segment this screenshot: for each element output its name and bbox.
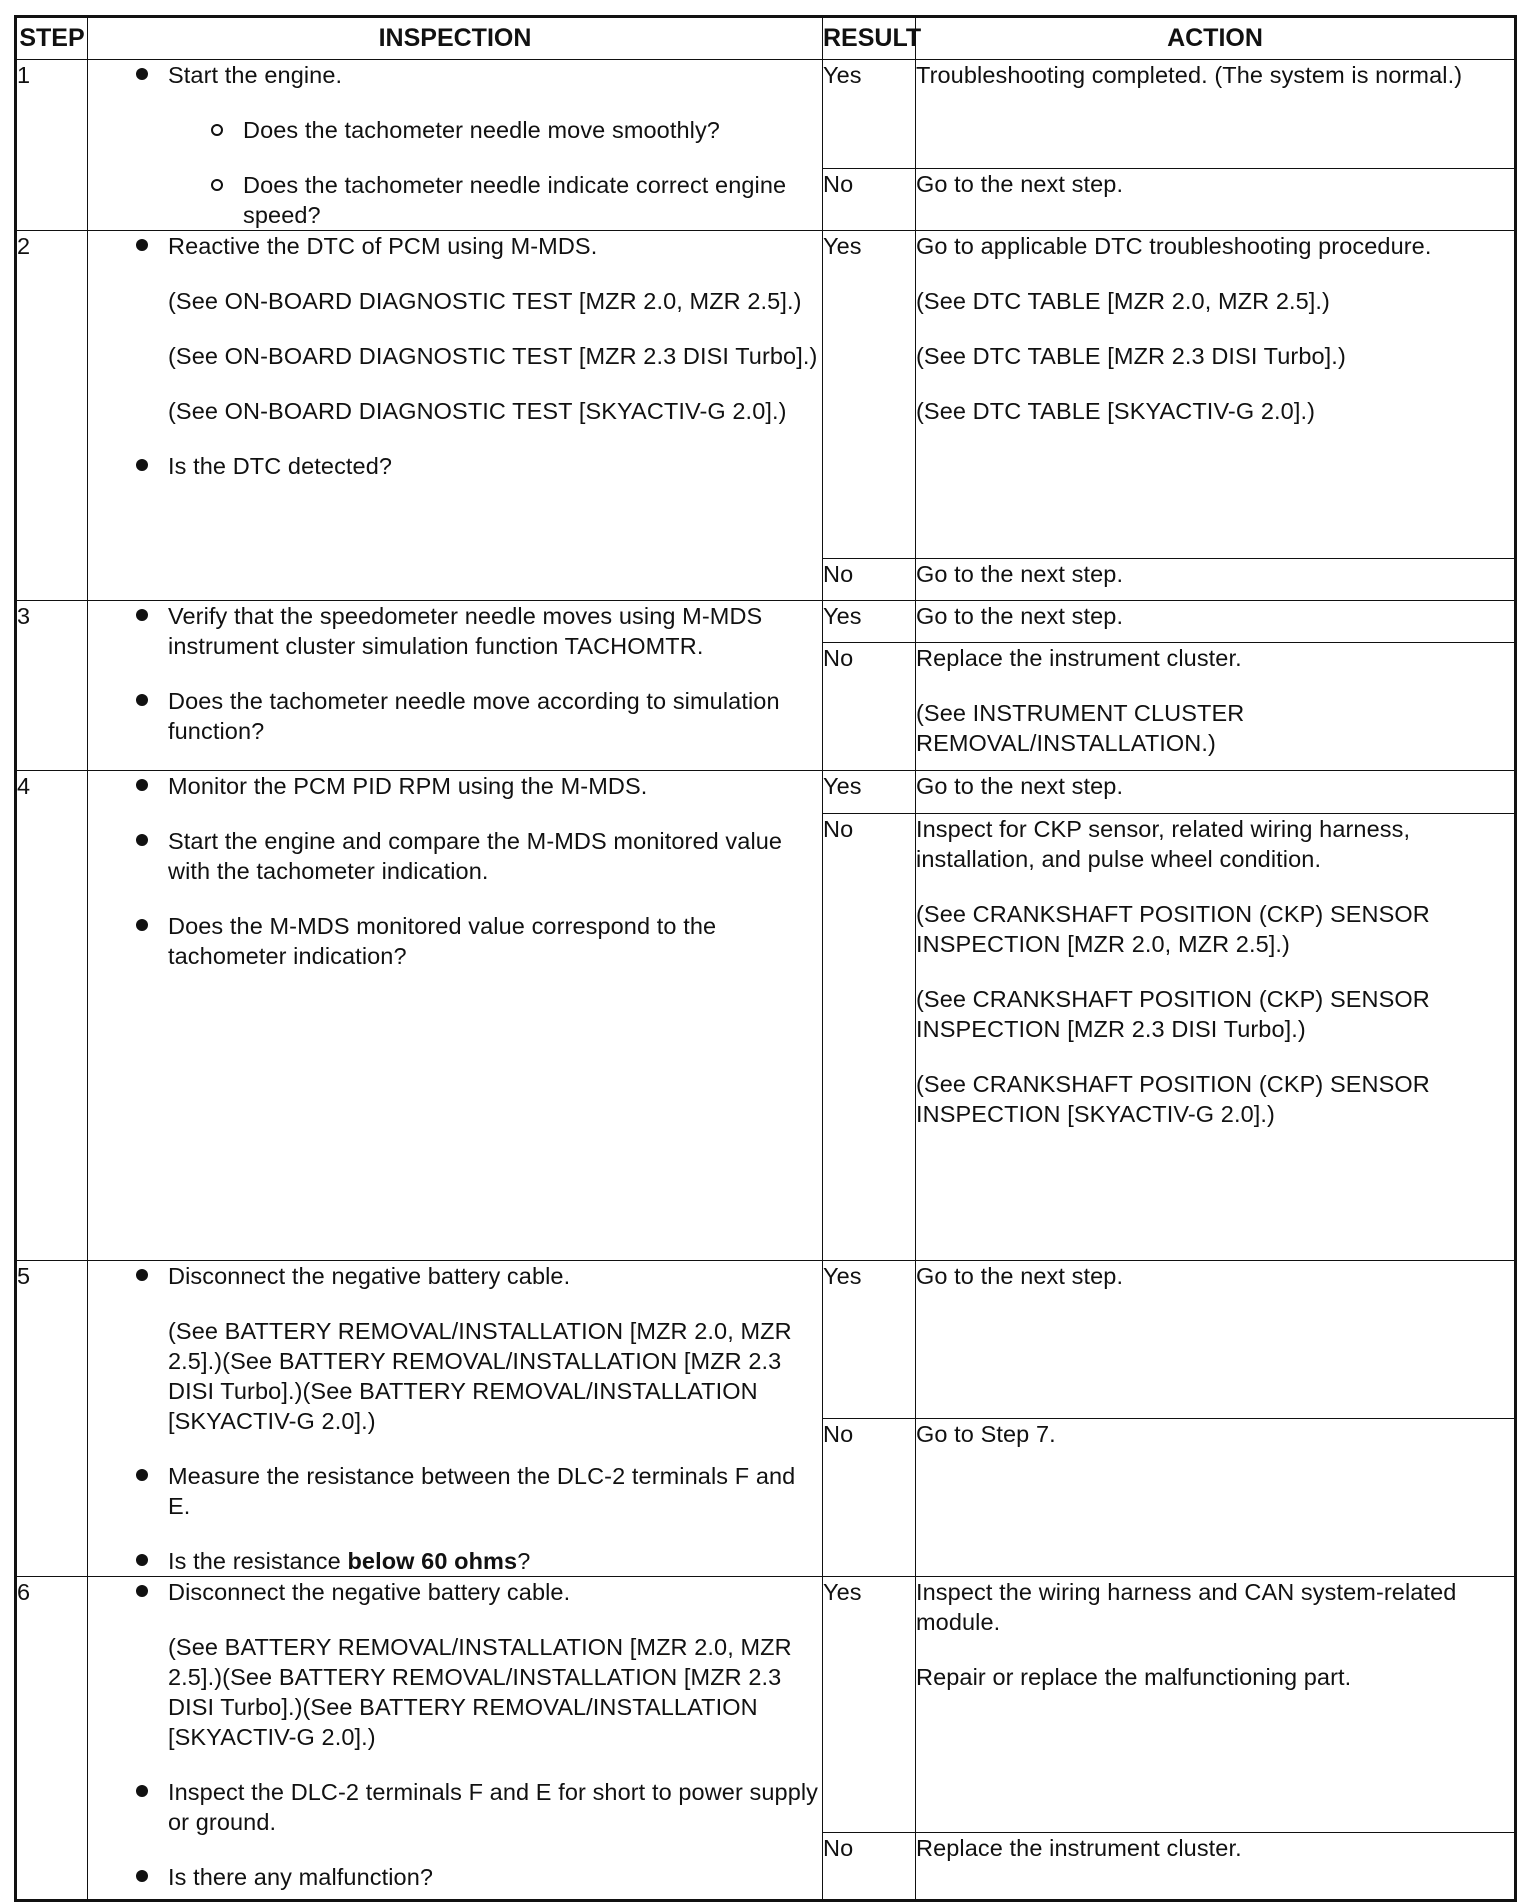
result-no: No bbox=[823, 1833, 916, 1901]
action-text: Go to Step 7. bbox=[916, 1421, 1056, 1447]
inspection-text: Inspect the DLC-2 terminals F and E for short to power supply or ground. bbox=[168, 1779, 819, 1835]
result-yes: Yes bbox=[823, 1577, 916, 1833]
action-reference: (See CRANKSHAFT POSITION (CKP) SENSOR INSPECTION [MZR 2.0, MZR 2.5].) bbox=[916, 901, 1430, 957]
inspection-text-post: ? bbox=[517, 1548, 531, 1574]
action-reference: (See CRANKSHAFT POSITION (CKP) SENSOR INSPECTION [SKYACTIV-G 2.0].) bbox=[916, 1071, 1430, 1127]
inspection-text: Does the M-MDS monitored value correspond to the tachometer indication? bbox=[168, 913, 717, 969]
reference-text: (See ON-BOARD DIAGNOSTIC TEST [SKYACTIV-G 2.0].) bbox=[168, 398, 787, 424]
result-no: No bbox=[823, 1419, 916, 1577]
inspection-text: Start the engine and compare the M-MDS monitored value with the tachometer indication. bbox=[168, 828, 783, 884]
inspection-item bbox=[88, 601, 822, 661]
step-number: 2 bbox=[16, 231, 88, 601]
inspection-threshold: below 60 ohms bbox=[347, 1548, 518, 1574]
action-text: Inspect the wiring harness and CAN system-related module. bbox=[916, 1579, 1457, 1635]
inspection-item bbox=[88, 1577, 822, 1752]
action-cell bbox=[916, 1261, 1516, 1419]
bullet-icon bbox=[136, 834, 148, 846]
step-number: 5 bbox=[16, 1261, 88, 1577]
inspection-text: Is there any malfunction? bbox=[168, 1864, 434, 1890]
action-cell bbox=[916, 1419, 1516, 1577]
bullet-icon bbox=[136, 779, 148, 791]
reference-text: (See BATTERY REMOVAL/INSTALLATION [MZR 2.0, MZR 2.5].)(See BATTERY REMOVAL/INSTALLATION [MZR 2.3 DISI Turbo].)(See BATTERY REMOVAL/INSTALLATION [SKYACTIV-G 2.0].) bbox=[168, 1318, 792, 1434]
inspection-item bbox=[88, 60, 822, 230]
bullet-icon bbox=[136, 919, 148, 931]
action-cell bbox=[916, 814, 1516, 1261]
result-no: No bbox=[823, 559, 916, 601]
header-inspection: INSPECTION bbox=[88, 17, 823, 60]
inspection-subitem bbox=[168, 115, 822, 145]
action-text: Repair or replace the malfunctioning part. bbox=[916, 1664, 1352, 1690]
step-6-row bbox=[16, 1577, 1516, 1833]
hollow-bullet-icon bbox=[211, 124, 223, 136]
inspection-cell bbox=[88, 601, 823, 771]
action-text: Go to applicable DTC troubleshooting procedure. bbox=[916, 233, 1432, 259]
troubleshooting-table bbox=[14, 15, 1517, 1902]
reference-text: (See BATTERY REMOVAL/INSTALLATION [MZR 2.0, MZR 2.5].)(See BATTERY REMOVAL/INSTALLATION [MZR 2.3 DISI Turbo].)(See BATTERY REMOVAL/INSTALLATION [SKYACTIV-G 2.0].) bbox=[168, 1634, 792, 1750]
bullet-icon bbox=[136, 1585, 148, 1597]
inspection-item bbox=[88, 231, 822, 426]
inspection-item bbox=[88, 826, 822, 886]
inspection-cell bbox=[88, 771, 823, 1261]
inspection-cell bbox=[88, 231, 823, 601]
inspection-cell bbox=[88, 1261, 823, 1577]
result-yes: Yes bbox=[823, 601, 916, 643]
inspection-text: Reactive the DTC of PCM using M-MDS. bbox=[168, 233, 598, 259]
inspection-subtext: Does the tachometer needle move smoothly? bbox=[243, 117, 720, 143]
action-text: Replace the instrument cluster. bbox=[916, 645, 1242, 671]
action-text: Go to the next step. bbox=[916, 773, 1124, 799]
bullet-icon bbox=[136, 68, 148, 80]
inspection-text-pre: Is the resistance bbox=[168, 1548, 348, 1574]
action-cell bbox=[916, 60, 1516, 169]
inspection-cell bbox=[88, 1577, 823, 1901]
action-reference: (See DTC TABLE [SKYACTIV-G 2.0].) bbox=[916, 398, 1316, 424]
bullet-icon bbox=[136, 609, 148, 621]
inspection-item bbox=[88, 911, 822, 971]
step-number: 1 bbox=[16, 60, 88, 231]
bullet-icon bbox=[136, 1785, 148, 1797]
bullet-icon bbox=[136, 694, 148, 706]
step-number: 6 bbox=[16, 1577, 88, 1901]
step-1-row bbox=[16, 60, 1516, 169]
inspection-text: Is the DTC detected? bbox=[168, 453, 393, 479]
bullet-icon bbox=[136, 1269, 148, 1281]
reference-text: (See ON-BOARD DIAGNOSTIC TEST [MZR 2.3 DISI Turbo].) bbox=[168, 343, 818, 369]
result-no: No bbox=[823, 643, 916, 771]
inspection-item bbox=[88, 686, 822, 746]
step-2-row bbox=[16, 231, 1516, 559]
inspection-text: Measure the resistance between the DLC-2 terminals F and E. bbox=[168, 1463, 796, 1519]
result-yes: Yes bbox=[823, 771, 916, 814]
inspection-item bbox=[88, 1777, 822, 1837]
header-result: RESULT bbox=[823, 17, 916, 60]
inspection-item bbox=[88, 1261, 822, 1436]
inspection-text: Does the tachometer needle move according to simulation function? bbox=[168, 688, 780, 744]
bullet-icon bbox=[136, 239, 148, 251]
bullet-icon bbox=[136, 1469, 148, 1481]
action-reference: (See CRANKSHAFT POSITION (CKP) SENSOR INSPECTION [MZR 2.3 DISI Turbo].) bbox=[916, 986, 1430, 1042]
reference-text: (See ON-BOARD DIAGNOSTIC TEST [MZR 2.0, MZR 2.5].) bbox=[168, 288, 802, 314]
inspection-item bbox=[88, 1461, 822, 1521]
inspection-subtext: Does the tachometer needle indicate correct engine speed? bbox=[243, 172, 787, 228]
inspection-item bbox=[88, 1546, 822, 1576]
hollow-bullet-icon bbox=[211, 179, 223, 191]
action-cell bbox=[916, 168, 1516, 230]
result-yes: Yes bbox=[823, 60, 916, 169]
action-text: Replace the instrument cluster. bbox=[916, 1835, 1242, 1861]
action-cell bbox=[916, 643, 1516, 771]
bullet-icon bbox=[136, 459, 148, 471]
action-cell bbox=[916, 559, 1516, 601]
inspection-cell bbox=[88, 60, 823, 231]
action-reference: (See DTC TABLE [MZR 2.0, MZR 2.5].) bbox=[916, 288, 1330, 314]
action-text: Go to the next step. bbox=[916, 1263, 1124, 1289]
inspection-subitem bbox=[168, 170, 822, 230]
step-4-row bbox=[16, 771, 1516, 814]
inspection-text: Start the engine. bbox=[168, 62, 343, 88]
step-3-row bbox=[16, 601, 1516, 643]
action-cell bbox=[916, 1577, 1516, 1833]
action-text: Inspect for CKP sensor, related wiring harness, installation, and pulse wheel condition. bbox=[916, 816, 1411, 872]
header-step: STEP bbox=[16, 17, 88, 60]
table-header bbox=[16, 17, 1516, 60]
result-no: No bbox=[823, 814, 916, 1261]
step-number: 4 bbox=[16, 771, 88, 1261]
action-cell bbox=[916, 1833, 1516, 1901]
result-no: No bbox=[823, 168, 916, 230]
inspection-text: Disconnect the negative battery cable. bbox=[168, 1263, 571, 1289]
inspection-text: Verify that the speedometer needle moves using M-MDS instrument cluster simulation function TACHOMTR. bbox=[168, 603, 763, 659]
result-yes: Yes bbox=[823, 231, 916, 559]
action-reference: (See DTC TABLE [MZR 2.3 DISI Turbo].) bbox=[916, 343, 1346, 369]
troubleshooting-sheet bbox=[14, 15, 1514, 1890]
action-text: Go to the next step. bbox=[916, 603, 1124, 629]
action-text: Go to the next step. bbox=[916, 561, 1124, 587]
inspection-text: Disconnect the negative battery cable. bbox=[168, 1579, 571, 1605]
inspection-text: Monitor the PCM PID RPM using the M-MDS. bbox=[168, 773, 648, 799]
result-yes: Yes bbox=[823, 1261, 916, 1419]
action-cell bbox=[916, 231, 1516, 559]
header-action: ACTION bbox=[916, 17, 1516, 60]
inspection-item bbox=[88, 1862, 822, 1892]
action-cell bbox=[916, 601, 1516, 643]
inspection-item bbox=[88, 451, 822, 481]
action-cell bbox=[916, 771, 1516, 814]
action-text: Troubleshooting completed. (The system is normal.) bbox=[916, 62, 1463, 88]
bullet-icon bbox=[136, 1870, 148, 1882]
bullet-icon bbox=[136, 1554, 148, 1566]
action-reference: (See INSTRUMENT CLUSTER REMOVAL/INSTALLATION.) bbox=[916, 700, 1245, 756]
step-number: 3 bbox=[16, 601, 88, 771]
action-text: Go to the next step. bbox=[916, 170, 1124, 197]
step-5-row bbox=[16, 1261, 1516, 1419]
inspection-item bbox=[88, 771, 822, 801]
